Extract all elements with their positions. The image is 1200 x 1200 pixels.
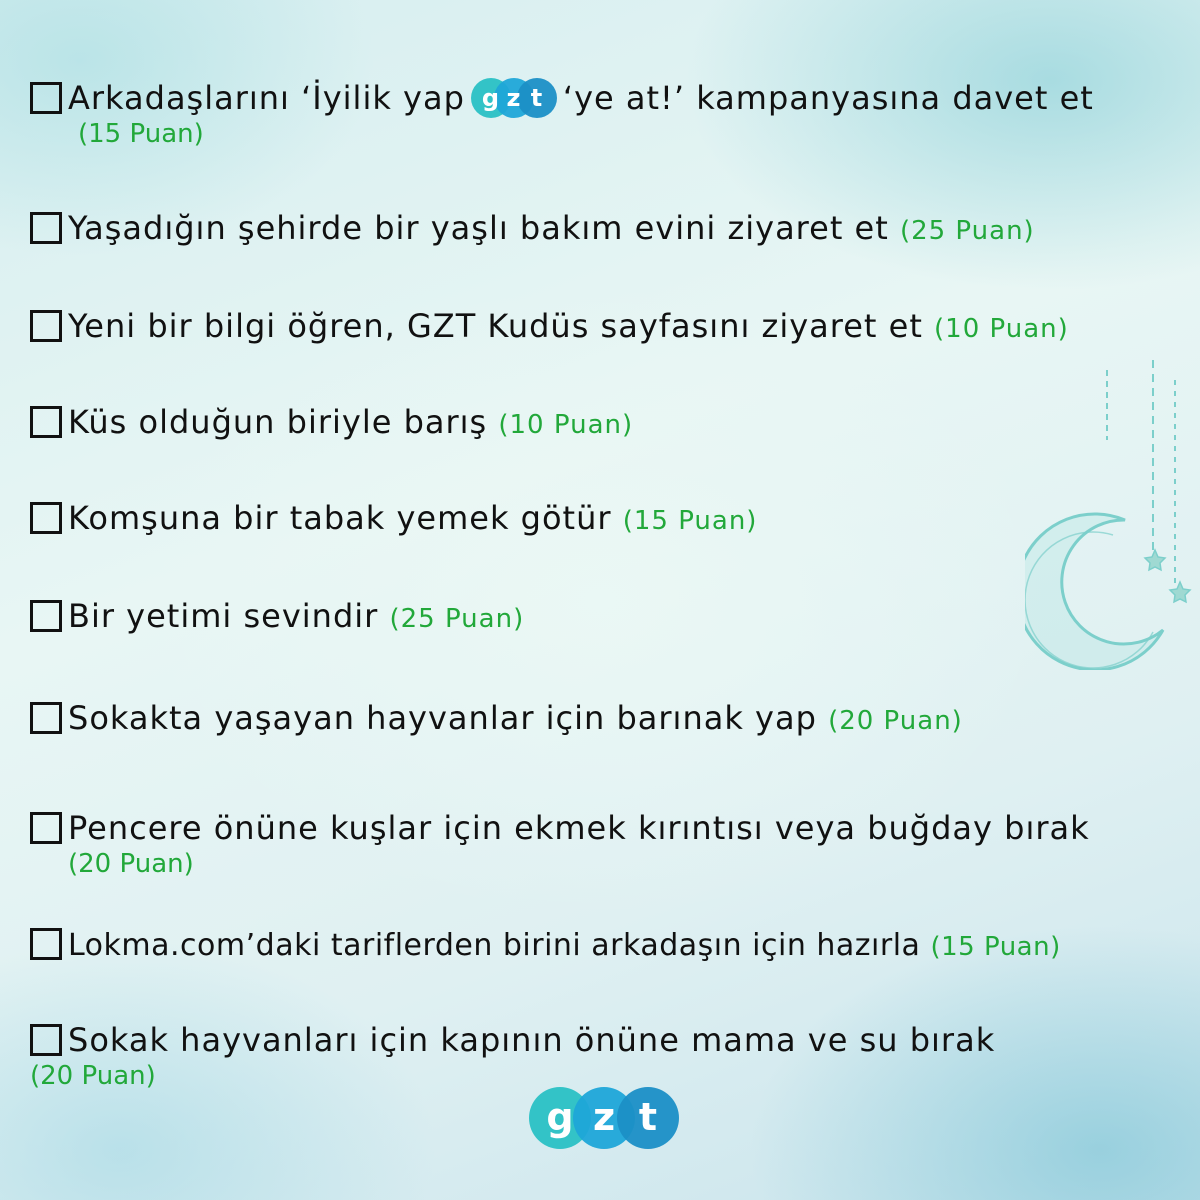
checkbox-icon[interactable] <box>30 310 62 342</box>
list-item <box>30 926 1180 967</box>
list-item <box>30 402 1180 445</box>
item-text: Komşuna bir tabak yemek götür <box>68 499 612 537</box>
item-points: (20 Puan) <box>828 706 963 736</box>
item-points: (15 Puan) <box>622 506 758 536</box>
logo-letter-z: z <box>506 84 522 112</box>
checkbox-icon[interactable] <box>30 82 62 114</box>
checkbox-icon[interactable] <box>30 928 62 960</box>
star-icon <box>1145 550 1165 570</box>
checkbox-icon[interactable] <box>30 502 62 534</box>
item-points: (25 Puan) <box>389 604 525 634</box>
logo-letter-g: g <box>481 84 500 112</box>
item-text: Küs olduğun biriyle barış <box>68 403 488 441</box>
list-item <box>30 808 1180 880</box>
list-item <box>30 306 1180 349</box>
item-points: (25 Puan) <box>899 216 1035 246</box>
item-text-post: ‘ye at!’ kampanyasına davet et <box>562 79 1094 117</box>
crescent-moon-icon <box>1025 360 1195 670</box>
checkbox-icon[interactable] <box>30 406 62 438</box>
item-points: (15 Puan) <box>930 932 1061 962</box>
logo-letter-z: z <box>592 1095 616 1139</box>
logo-letter-g: g <box>546 1095 574 1139</box>
item-points: (20 Puan) <box>68 849 194 879</box>
item-points: (15 Puan) <box>78 119 204 149</box>
item-text: Yeni bir bilgi öğren, GZT Kudüs sayfasını ziyaret et <box>68 307 923 345</box>
logo-letter-t: t <box>638 1095 658 1139</box>
logo-letter-t: t <box>530 84 544 112</box>
item-text: Lokma.com’daki tariflerden birini arkadaşın için hazırla <box>68 928 921 963</box>
checkbox-icon[interactable] <box>30 212 62 244</box>
item-text-pre: Arkadaşlarını ‘İyilik yap <box>68 79 465 117</box>
checkbox-icon[interactable] <box>30 702 62 734</box>
item-points: (10 Puan) <box>498 410 634 440</box>
list-item <box>30 208 1180 251</box>
item-text: Bir yetimi sevindir <box>68 597 379 635</box>
item-text: Pencere önüne kuşlar için ekmek kırıntısı veya buğday bırak <box>68 809 1090 847</box>
gzt-logo-inline <box>471 78 557 118</box>
checkbox-icon[interactable] <box>30 1024 62 1056</box>
list-item <box>30 1020 1180 1092</box>
list-item <box>30 596 1180 639</box>
checkbox-icon[interactable] <box>30 812 62 844</box>
item-text: Yaşadığın şehirde bir yaşlı bakım evini ziyaret et <box>68 209 889 247</box>
list-item <box>30 78 1180 150</box>
gzt-logo <box>529 1087 679 1149</box>
list-item <box>30 698 1180 741</box>
list-item <box>30 498 1180 541</box>
item-points: (20 Puan) <box>30 1061 156 1091</box>
item-text-line <box>30 78 1180 118</box>
item-text: Sokakta yaşayan hayvanlar için barınak yap <box>68 699 817 737</box>
item-text: Sokak hayvanları için kapının önüne mama ve su bırak <box>68 1021 996 1059</box>
item-points: (10 Puan) <box>934 314 1069 344</box>
star-icon <box>1170 582 1190 602</box>
checkbox-icon[interactable] <box>30 600 62 632</box>
